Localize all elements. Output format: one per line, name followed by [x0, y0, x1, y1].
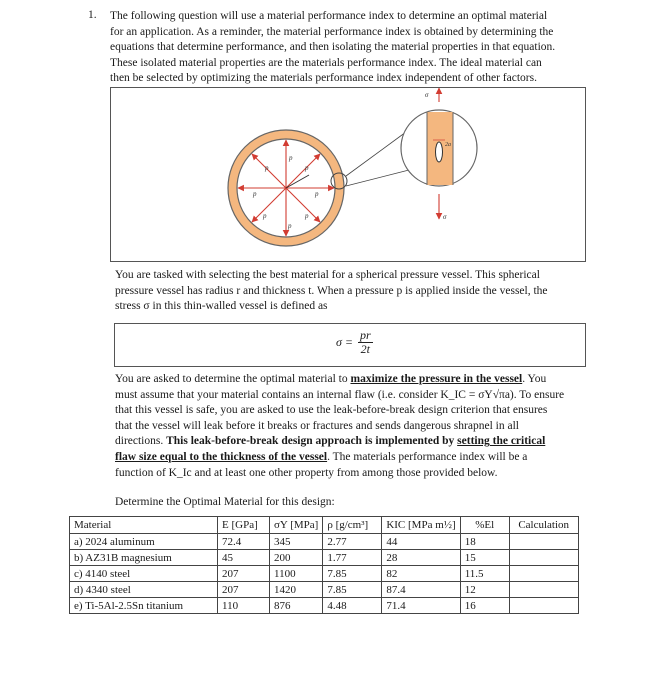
column-header: E [GPa] — [218, 517, 270, 534]
table-cell: 11.5 — [460, 566, 509, 582]
emphasis-text: flaw size equal to the thickness of the vessel — [115, 450, 328, 463]
equation-numerator: pr — [360, 328, 371, 342]
table-cell: 7.85 — [323, 582, 382, 598]
paragraph-line: pressure vessel has radius r and thickness t. When a pressure p is applied inside the vessel, the — [115, 284, 548, 297]
text-run: directions. — [115, 435, 167, 448]
paragraph-line: function of K_Ic and at least one other property from among those provided below. — [115, 466, 498, 479]
table-cell: b) AZ31B magnesium — [70, 550, 218, 566]
table-cell: e) Ti-5Al-2.5Sn titanium — [70, 598, 218, 614]
table-cell: 207 — [218, 566, 270, 582]
pressure-label: p — [289, 154, 293, 162]
table-cell: 1.77 — [323, 550, 382, 566]
table-row — [70, 566, 579, 582]
table-row — [70, 550, 579, 566]
table-cell: d) 4340 steel — [70, 582, 218, 598]
table-cell: 71.4 — [382, 598, 460, 614]
intro-line: The following question will use a material performance index to determine an optimal material — [110, 10, 548, 22]
pressure-label: p — [315, 190, 319, 198]
column-header: ρ [g/cm³] — [323, 517, 382, 534]
pressure-label: p — [265, 164, 269, 172]
table-cell: 1100 — [270, 566, 323, 582]
table-cell: 87.4 — [382, 582, 460, 598]
design-prompt: Determine the Optimal Material for this design: — [115, 496, 335, 508]
pressure-label: p — [263, 212, 267, 220]
pressure-vessel-diagram — [111, 88, 585, 261]
pressure-label: p — [305, 212, 309, 220]
table-cell: 12 — [460, 582, 509, 598]
paragraph-line: must assume that your material contains an internal flaw (i.e. consider K_IC = σY√πa). To ensure — [115, 388, 565, 401]
paragraph-line — [115, 450, 593, 466]
column-header: Calculation — [509, 517, 578, 534]
calculation-cell[interactable] — [509, 566, 578, 582]
calculation-cell[interactable] — [509, 550, 578, 566]
stress-label: σ — [443, 213, 447, 221]
question-intro — [110, 9, 590, 87]
paragraph-line: stress σ in this thin-walled vessel is defined as — [115, 300, 328, 313]
paragraph-line: that the vessel will leak before it breaks or fractures and sends dangerous shrapnel in all — [115, 419, 519, 432]
stress-label: σ — [425, 91, 429, 99]
column-header: KIC [MPa m½] — [382, 517, 460, 534]
table-row — [70, 582, 579, 598]
table-cell: 345 — [270, 534, 323, 550]
column-header: σY [MPa] — [270, 517, 323, 534]
equation-lhs: σ = — [336, 335, 354, 349]
table-cell: 18 — [460, 534, 509, 550]
calculation-cell[interactable] — [509, 534, 578, 550]
table-cell: 15 — [460, 550, 509, 566]
emphasis-text: maximize the pressure in the vessel — [350, 373, 523, 385]
text-run: . You — [522, 373, 547, 385]
table-cell: 7.85 — [323, 566, 382, 582]
intro-line: for an application. As a reminder, the material performance index is obtained by determining the — [110, 25, 554, 38]
paragraph-line: You are tasked with selecting the best material for a spherical pressure vessel. This spherical — [115, 269, 540, 281]
table-row — [70, 598, 579, 614]
pressure-label: p — [305, 164, 309, 172]
table-cell: 2.77 — [323, 534, 382, 550]
emphasis-text: setting the critical — [457, 435, 546, 448]
table-cell: a) 2024 aluminum — [70, 534, 218, 550]
bold-text: This leak-before-break design approach is implemented by — [166, 435, 458, 448]
internal-crack — [436, 142, 443, 162]
task-description — [115, 268, 585, 315]
text-run: . The materials performance index will be a — [327, 450, 528, 463]
column-header: %El — [460, 517, 509, 534]
table-cell: 72.4 — [218, 534, 270, 550]
materials-table — [69, 516, 579, 614]
table-cell: 110 — [218, 598, 270, 614]
pressure-label: p — [288, 222, 292, 230]
intro-line: These isolated material properties are the materials performance index. The ideal material can — [110, 56, 542, 69]
pressure-vessel-figure — [110, 87, 586, 262]
crack-size-label: 2a — [445, 142, 451, 148]
table-cell: 44 — [382, 534, 460, 550]
table-cell: 4.48 — [323, 598, 382, 614]
pressure-label: p — [253, 190, 257, 198]
stress-equation — [336, 329, 373, 356]
paragraph-line — [115, 434, 593, 450]
paragraph-line: that this vessel is safe, you are asked to use the leak-before-break design criterion that ensures — [115, 404, 548, 417]
table-cell: 207 — [218, 582, 270, 598]
table-cell: 876 — [270, 598, 323, 614]
table-header-row — [70, 517, 579, 534]
question-number: 1. — [88, 9, 97, 21]
calculation-cell[interactable] — [509, 598, 578, 614]
intro-line: equations that determine performance, and then isolating the material properties in that equation. — [110, 41, 556, 54]
text-run: You are asked to determine the optimal material to — [115, 373, 351, 385]
equation-fraction — [358, 329, 373, 356]
calculation-cell[interactable] — [509, 582, 578, 598]
table-cell: 16 — [460, 598, 509, 614]
table-cell: 1420 — [270, 582, 323, 598]
design-instructions — [115, 372, 593, 481]
intro-line: then be selected by optimizing the materials performance index independent of other factors. — [110, 72, 537, 85]
paragraph-line — [115, 372, 593, 388]
equation-denominator: 2t — [360, 342, 371, 356]
table-cell: 200 — [270, 550, 323, 566]
table-row — [70, 534, 579, 550]
column-header: Material — [70, 517, 218, 534]
table-cell: 45 — [218, 550, 270, 566]
table-cell: 82 — [382, 566, 460, 582]
table-cell: 28 — [382, 550, 460, 566]
table-cell: c) 4140 steel — [70, 566, 218, 582]
